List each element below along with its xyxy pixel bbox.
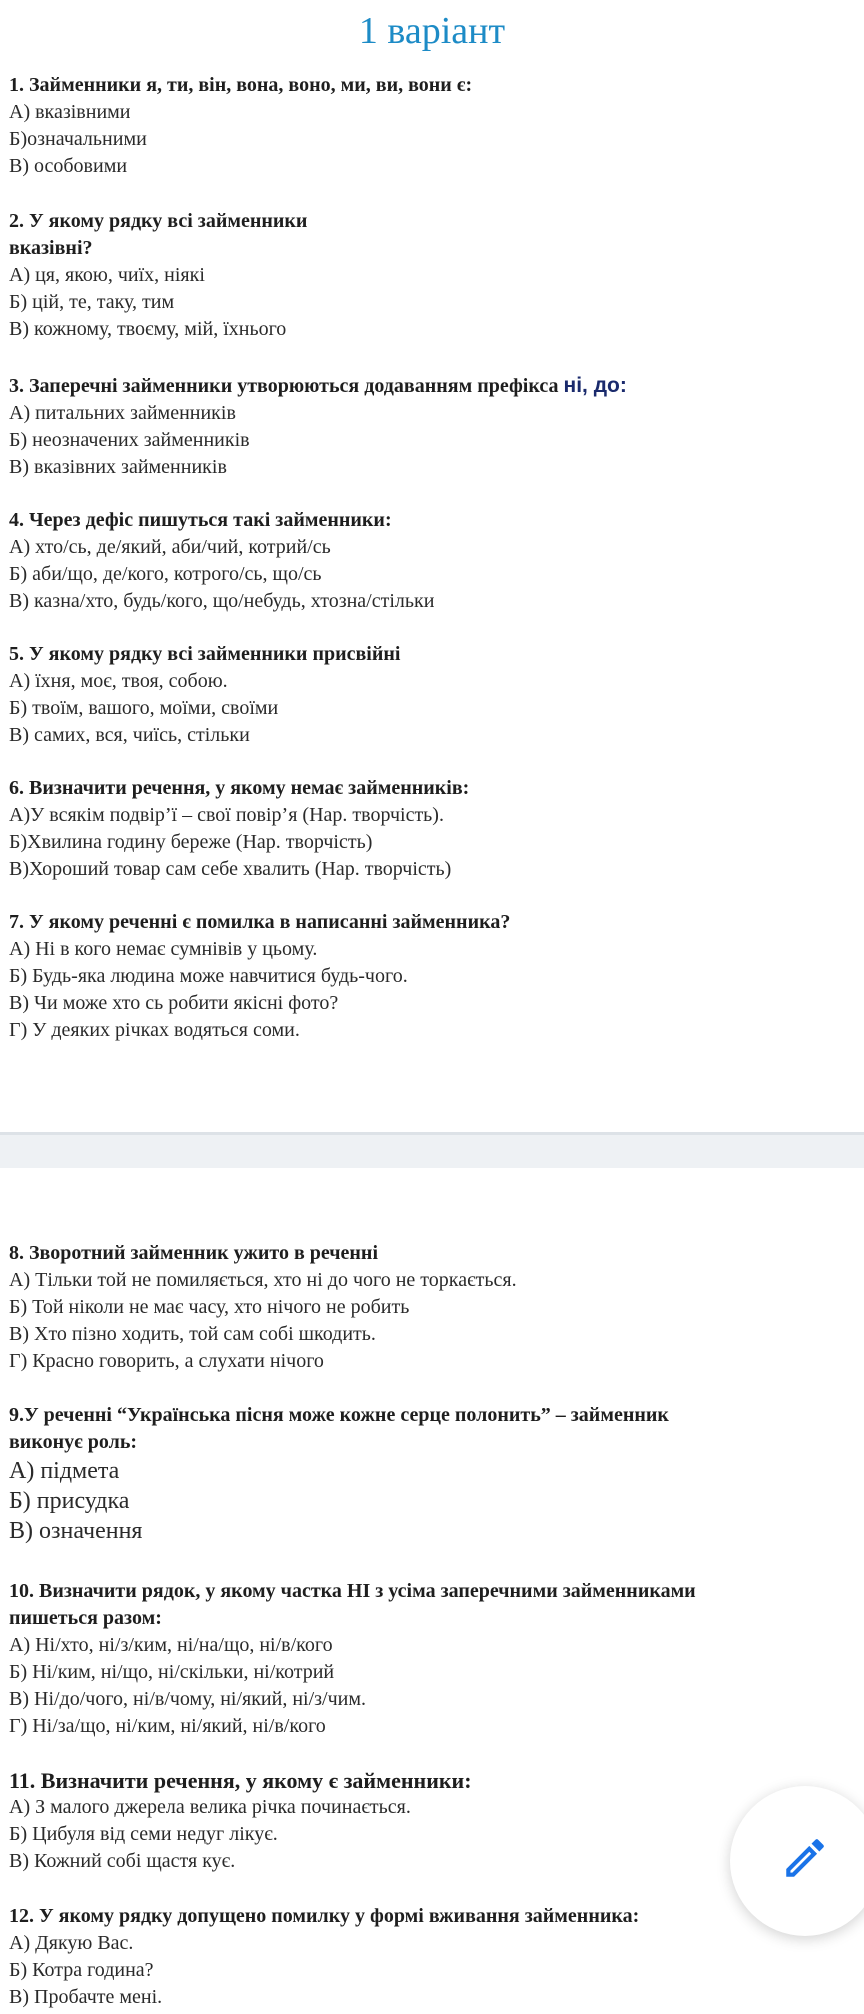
option-c: В)Хороший товар сам себе хвалить (Нар. творчість) bbox=[9, 858, 452, 880]
question-text-line-1: 10. Визначити рядок, у якому частка НІ з усіма заперечними займенниками bbox=[9, 1580, 696, 1602]
question-text: 5. У якому рядку всі займенники присвійні bbox=[9, 643, 401, 665]
question-text-line-1: 9.У реченні “Українська пісня може кожне серце полонить” – займенник bbox=[9, 1404, 669, 1426]
option-c: В) Чи може хто сь робити якісні фото? bbox=[9, 992, 339, 1014]
option-a: А) питальних займенників bbox=[9, 402, 236, 424]
question-9 bbox=[9, 1402, 854, 1546]
question-11 bbox=[9, 1767, 854, 1875]
question-5 bbox=[9, 641, 854, 749]
question-text-main: 3. Заперечні займенники утворюються додаванням префікса bbox=[9, 375, 564, 397]
option-b: Б) Той ніколи не має часу, хто нічого не робить bbox=[9, 1296, 410, 1318]
option-a: А)У всякім подвір’ї – свої повір’я (Нар. творчість). bbox=[9, 804, 444, 826]
question-7 bbox=[9, 909, 854, 1044]
question-text: 12. У якому рядку допущено помилку у формі вживання займенника: bbox=[9, 1905, 640, 1927]
question-text: 11. Визначити речення, у якому є займенники: bbox=[9, 1768, 472, 1793]
option-c: В) самих, вся, чиїсь, стільки bbox=[9, 724, 250, 746]
question-text-line-1: 2. У якому рядку всі займенники bbox=[9, 210, 308, 232]
option-c: В) казна/хто, будь/кого, що/небудь, хтозна/стільки bbox=[9, 590, 435, 612]
option-d: Г) У деяких річках водяться соми. bbox=[9, 1019, 300, 1041]
question-12 bbox=[9, 1903, 854, 2011]
option-a: А) ця, якою, чиїх, ніякі bbox=[9, 264, 205, 286]
question-text-line-2: виконує роль: bbox=[9, 1431, 138, 1453]
question-3 bbox=[9, 372, 854, 481]
option-b: Б) неозначених займенників bbox=[9, 429, 250, 451]
option-c: В) Ні/до/чого, ні/в/чому, ні/який, ні/з/чим. bbox=[9, 1688, 367, 1710]
option-b: Б) Ні/ким, ні/що, ні/скільки, ні/котрий bbox=[9, 1661, 335, 1683]
option-b: Б) цій, те, таку, тим bbox=[9, 291, 175, 313]
option-a: А) вказівними bbox=[9, 101, 131, 123]
option-a: А) Ні в кого немає сумнівів у цьому. bbox=[9, 938, 318, 960]
option-c: В) Пробачте мені. bbox=[9, 1986, 163, 2008]
option-c: В) особовими bbox=[9, 155, 128, 177]
question-2 bbox=[9, 208, 854, 343]
option-c: В) кожному, твоєму, мій, їхнього bbox=[9, 318, 287, 340]
option-b: Б) аби/що, де/кого, котрого/сь, що/сь bbox=[9, 563, 322, 585]
question-6 bbox=[9, 775, 854, 883]
option-a: А) З малого джерела велика річка починається. bbox=[9, 1796, 411, 1818]
option-d: Г) Ні/за/що, ні/ким, ні/який, ні/в/кого bbox=[9, 1715, 326, 1737]
question-text: 7. У якому реченні є помилка в написанні займенника? bbox=[9, 911, 511, 933]
question-text-line-2: вказівні? bbox=[9, 237, 93, 259]
question-text: 8. Зворотний займенник ужито в реченні bbox=[9, 1242, 379, 1264]
option-c: В) означення bbox=[9, 1518, 143, 1544]
question-text: 6. Визначити речення, у якому немає займенників: bbox=[9, 777, 470, 799]
option-b: Б) Будь-яка людина може навчитися будь-чого. bbox=[9, 965, 408, 987]
question-text: 4. Через дефіс пишуться такі займенники: bbox=[9, 509, 392, 531]
option-c: В) Кожний собі щастя кує. bbox=[9, 1850, 236, 1872]
option-a: А) Тільки той не помиляється, хто ні до чого не торкається. bbox=[9, 1269, 517, 1291]
pencil-icon bbox=[780, 1833, 830, 1883]
page-title: 1 варіант bbox=[358, 10, 506, 52]
question-4 bbox=[9, 507, 854, 615]
option-c: В) вказівних займенників bbox=[9, 456, 227, 478]
option-b: Б) твоїм, вашого, моїми, своїми bbox=[9, 697, 279, 719]
question-1 bbox=[9, 72, 854, 180]
option-d: Г) Красно говорить, а слухати нічого bbox=[9, 1350, 324, 1372]
option-a: А) їхня, моє, твоя, собою. bbox=[9, 670, 228, 692]
option-a: А) підмета bbox=[9, 1458, 120, 1484]
question-8 bbox=[9, 1240, 854, 1375]
option-b: Б)означальними bbox=[9, 128, 147, 150]
option-b: Б) Котра година? bbox=[9, 1959, 154, 1981]
option-b: Б)Хвилина годину береже (Нар. творчість) bbox=[9, 831, 373, 853]
option-a: А) Ні/хто, ні/з/ким, ні/на/що, ні/в/кого bbox=[9, 1634, 333, 1656]
option-a: А) Дякую Вас. bbox=[9, 1932, 134, 1954]
option-a: А) хто/сь, де/який, аби/чий, котрий/сь bbox=[9, 536, 331, 558]
option-b: Б) Цибуля від семи недуг лікує. bbox=[9, 1823, 278, 1845]
option-b: Б) присудка bbox=[9, 1488, 130, 1514]
option-c: В) Хто пізно ходить, той сам собі шкодить. bbox=[9, 1323, 376, 1345]
page-divider bbox=[0, 1132, 864, 1168]
question-text bbox=[9, 372, 854, 400]
question-10 bbox=[9, 1578, 854, 1740]
question-text-line-2: пишеться разом: bbox=[9, 1607, 162, 1629]
question-keyword: ні, до: bbox=[563, 374, 627, 397]
question-text: 1. Займенники я, ти, він, вона, воно, ми, ви, вони є: bbox=[9, 74, 473, 96]
